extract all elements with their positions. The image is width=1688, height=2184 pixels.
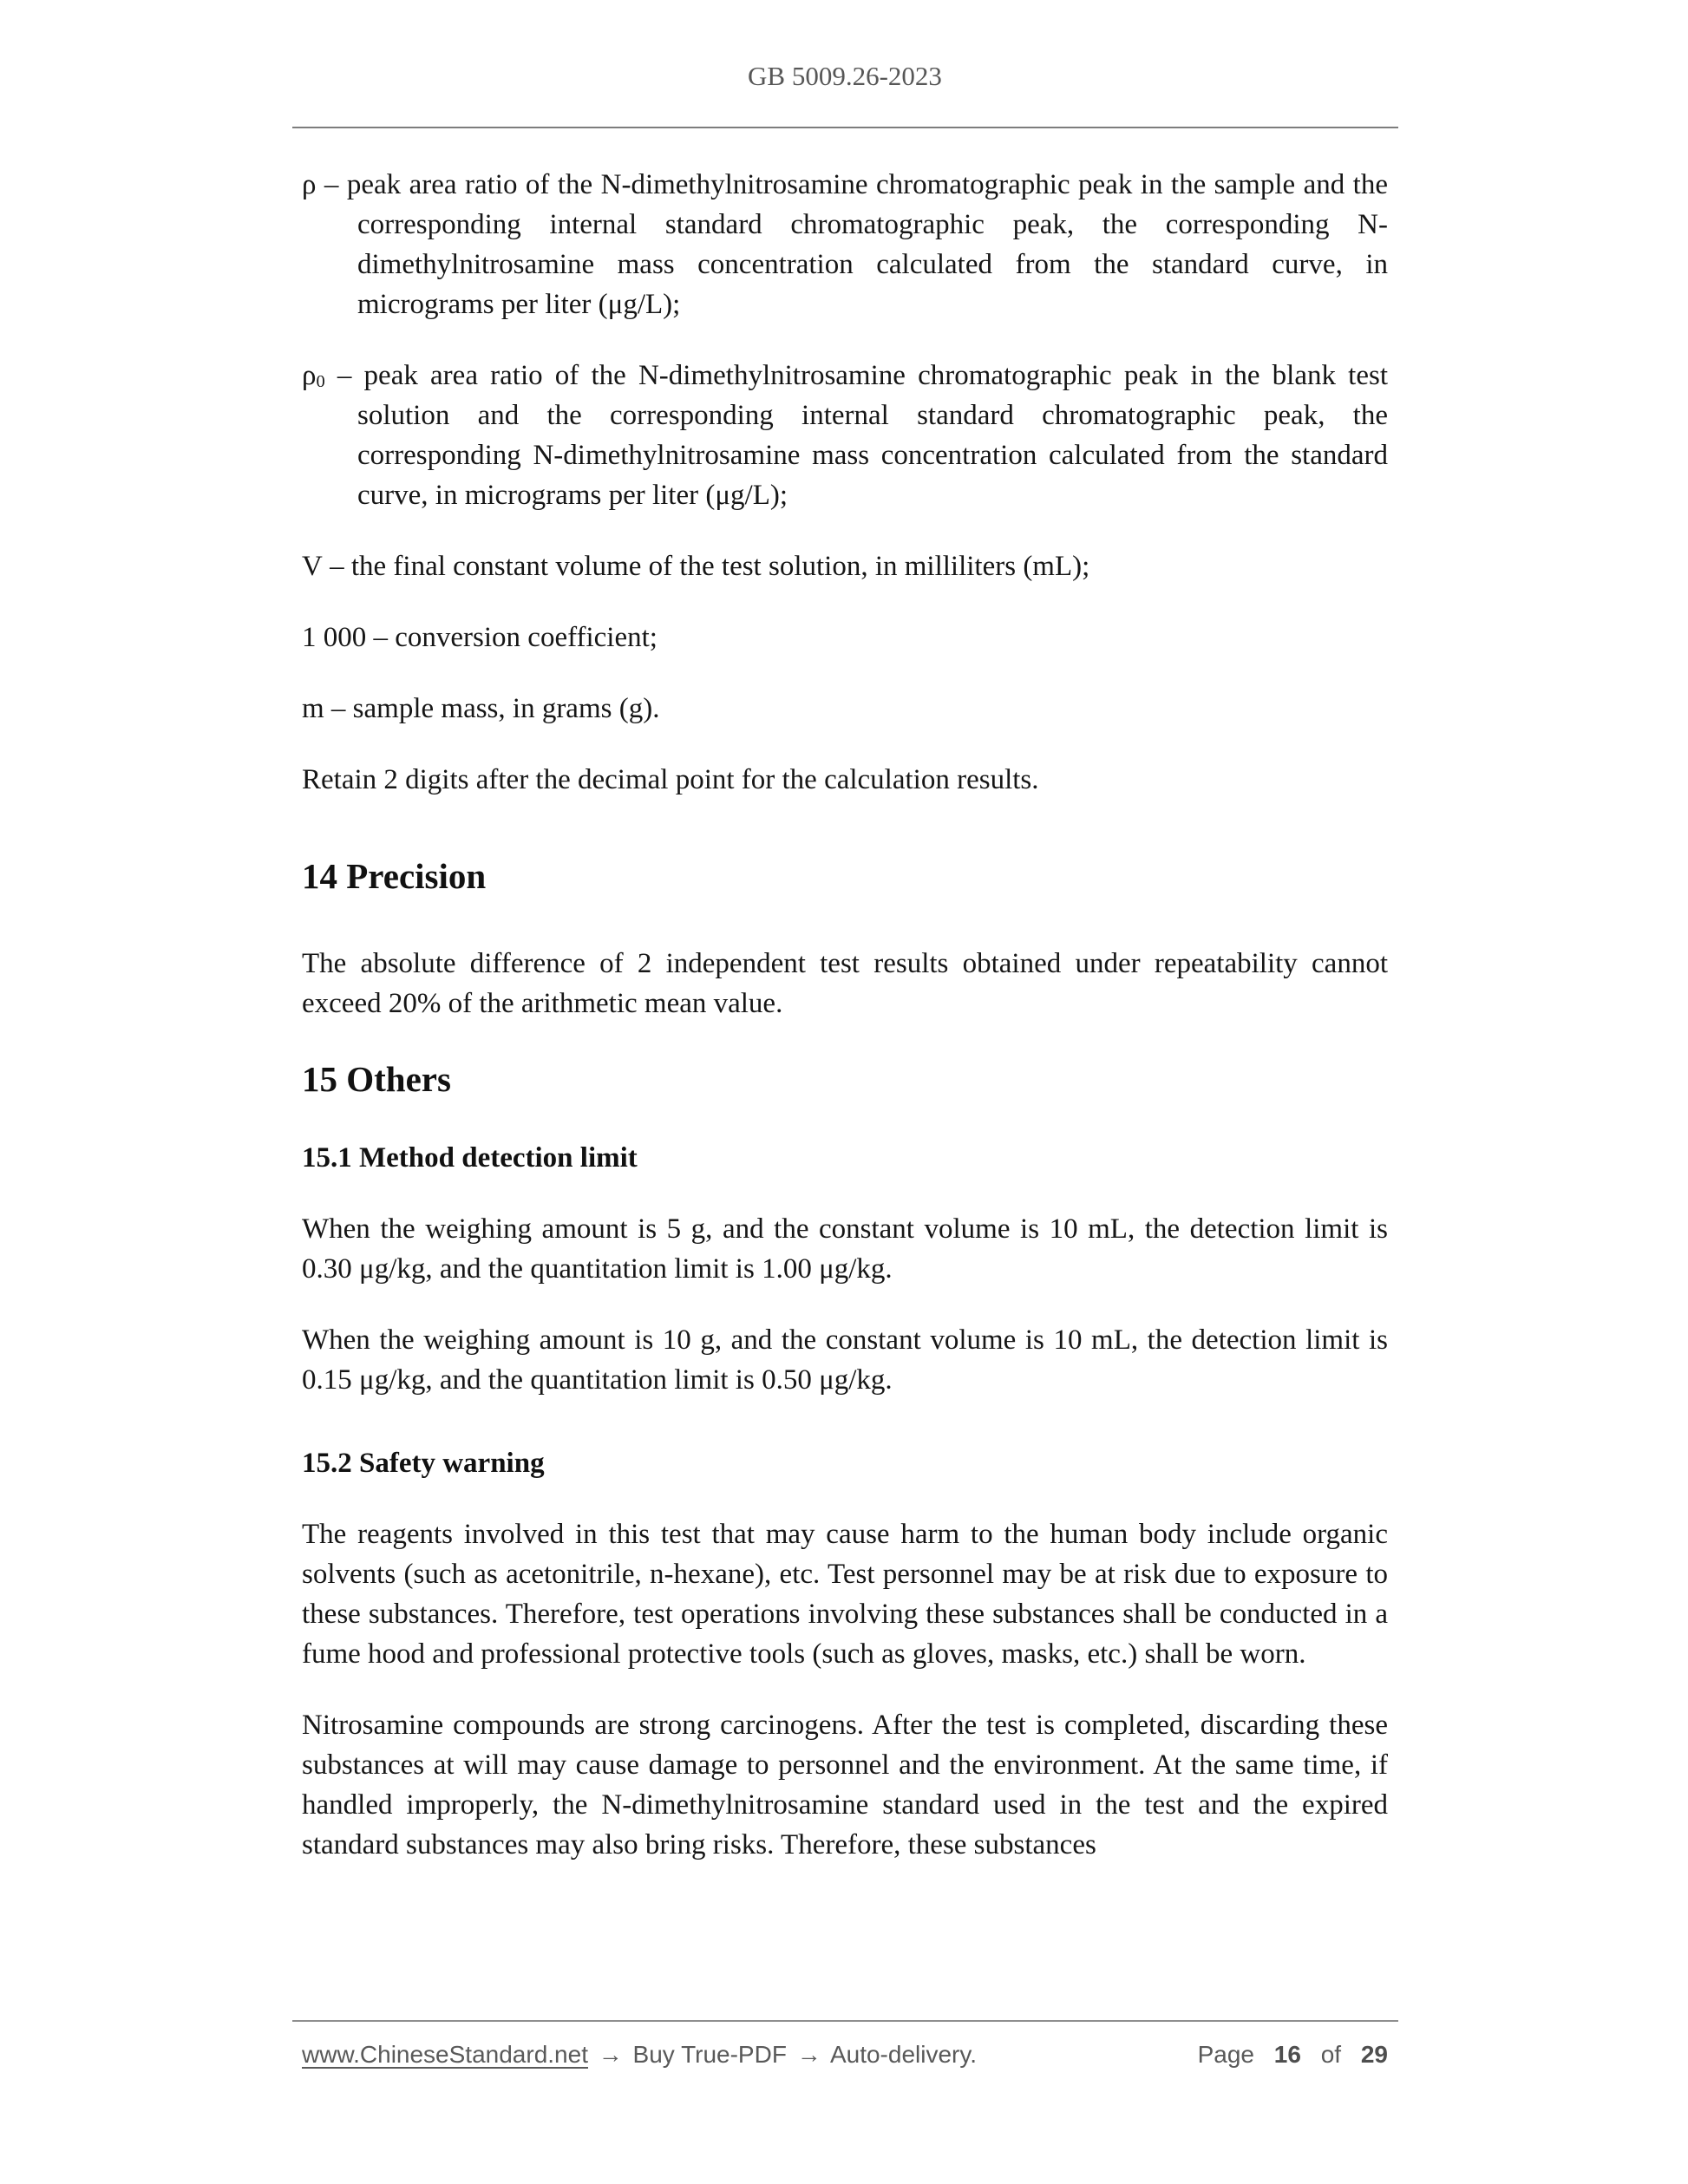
definition-symbol: 1 000 [302, 622, 367, 653]
safety-warning-paragraph-reagents: The reagents involved in this test that may cause harm to the human body include organic solvents (such as acetonitrile, n-hexane), etc. Test personnel may be at risk due to exposure to these substances. Therefore, test operations involving these substances shall be conducted in a fume hood and professional protective tools (such as gloves, masks, etc.) shall be worn. [302, 1519, 1388, 1670]
document-content [302, 165, 1388, 1896]
section-heading-14-precision: 14 Precision [302, 856, 487, 896]
page-footer [302, 2038, 1388, 2071]
detection-limit-paragraph-10g: When the weighing amount is 10 g, and the constant volume is 10 mL, the detection limit is 0.15 μg/kg, and the quantitation limit is 0.50 μg/kg. [302, 1324, 1388, 1396]
of-label: of [1320, 2041, 1342, 2068]
detection-limit-paragraph-5g: When the weighing amount is 5 g, and the constant volume is 10 mL, the detection limit is 0.30 μg/kg, and the quantitation limit is 1.00 μg/kg. [302, 1213, 1388, 1285]
footer-divider [292, 2020, 1398, 2022]
definition-text: – the final constant volume of the test solution, in milliliters (mL); [330, 551, 1090, 582]
footer-info [302, 2038, 977, 2071]
definition-text: – conversion coefficient; [373, 622, 658, 653]
subsection-heading-15-1: 15.1 Method detection limit [302, 1142, 638, 1174]
definition-subscript: 0 [316, 372, 325, 392]
subsection-heading-15-2: 15.2 Safety warning [302, 1448, 545, 1479]
definition-coefficient [302, 618, 1388, 657]
definition-symbol: m [302, 693, 324, 724]
definition-volume [302, 546, 1388, 586]
definition-text: – sample mass, in grams (g). [330, 693, 660, 724]
retain-note: Retain 2 digits after the decimal point for the calculation results. [302, 764, 1039, 795]
page-indicator [1198, 2038, 1388, 2071]
section-heading-15-others: 15 Others [302, 1059, 451, 1099]
section-14-paragraph: The absolute difference of 2 independent test results obtained under repeatability cannot exceed 20% of the arithmetic mean value. [302, 948, 1388, 1019]
page-header [302, 59, 1388, 94]
footer-delivery-text: Auto-delivery. [829, 2041, 978, 2068]
page-label: Page [1197, 2041, 1254, 2068]
definition-rho [302, 165, 1388, 324]
definition-text: – peak area ratio of the N-dimethylnitrosamine chromatographic peak in the sample and the corresponding internal standard chromatographic peak, the corresponding N-dimethylnitrosamine mass concentration calculated from the standard curve, in micrograms per liter (μg/L); [324, 169, 1388, 320]
header-divider [292, 127, 1398, 128]
definition-symbol: ρ [302, 360, 317, 391]
arrow-icon: → [598, 2041, 623, 2068]
footer-buy-text: Buy True-PDF [632, 2041, 787, 2068]
definition-rho0 [302, 356, 1388, 515]
page-current-number: 16 [1273, 2041, 1301, 2068]
definition-symbol: ρ [302, 169, 317, 200]
definition-symbol: V [302, 551, 323, 582]
definition-text: – peak area ratio of the N-dimethylnitrosamine chromatographic peak in the blank test solution and the corresponding internal standard chromatographic peak, the corresponding N-dimethylnitrosamine mass concentration calculated from the standard curve, in micrograms per liter (μg/L); [337, 360, 1389, 511]
doc-number: GB 5009.26-2023 [748, 61, 942, 91]
site-link[interactable]: www.ChineseStandard.net [302, 2041, 588, 2068]
safety-warning-paragraph-nitrosamine: Nitrosamine compounds are strong carcinogens. After the test is completed, discarding these substances at will may cause damage to personnel and the environment. At the same time, if handled improperly, the N-dimethylnitrosamine standard used in the test and the expired standard substances may also bring risks. Therefore, these substances [302, 1710, 1388, 1860]
definition-mass [302, 689, 1388, 729]
arrow-icon: → [796, 2041, 821, 2068]
page-total-number: 29 [1360, 2041, 1388, 2068]
